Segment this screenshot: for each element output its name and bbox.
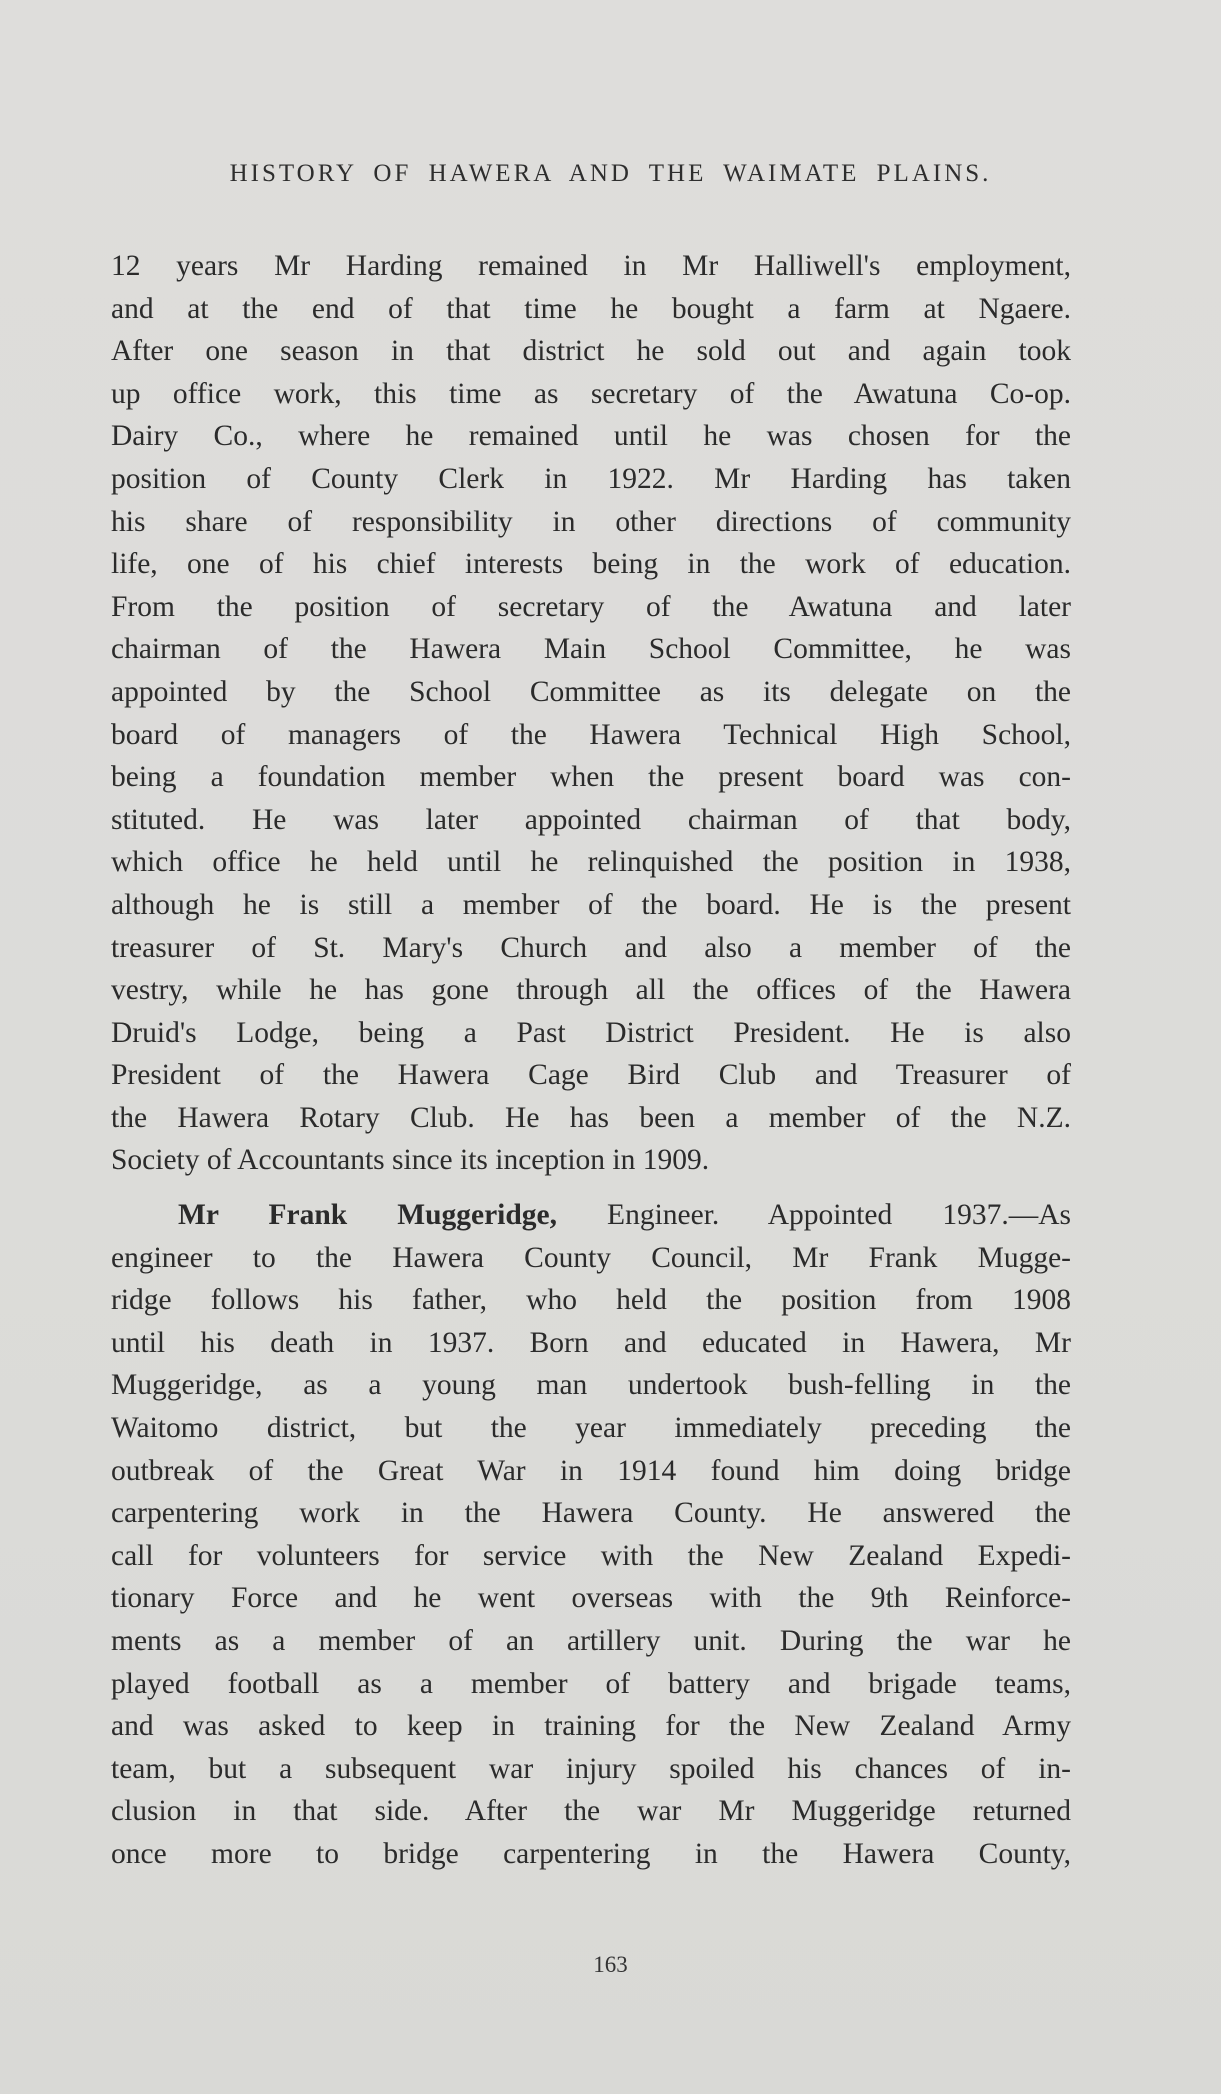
text-line: Druid's Lodge, being a Past District President. He is also [111, 1016, 1071, 1049]
text-line: Dairy Co., where he remained until he was chosen for the [111, 420, 1071, 453]
text-line: the Hawera Rotary Club. He has been a member of the N.Z. [111, 1101, 1071, 1134]
text-line: board of managers of the Hawera Technical High School, [111, 718, 1071, 751]
text-line: chairman of the Hawera Main School Committee, he was [111, 633, 1071, 666]
text-line: team, but a subsequent war injury spoiled his chances of in- [111, 1752, 1071, 1785]
text-line: once more to bridge carpentering in the Hawera County, [111, 1837, 1071, 1870]
text-line: carpentering work in the Hawera County. He answered the [111, 1497, 1071, 1530]
text-line: appointed by the School Committee as its delegate on the [111, 675, 1071, 708]
text-line: played football as a member of battery and brigade teams, [111, 1667, 1071, 1700]
text-line: President of the Hawera Cage Bird Club and Treasurer of [111, 1059, 1071, 1092]
text-line: treasurer of St. Mary's Church and also a member of the [111, 931, 1071, 964]
paragraph-muggeridge [111, 1194, 1071, 1876]
text-line: From the position of secretary of the Awatuna and later [111, 590, 1071, 623]
text-line-lead [111, 1194, 1071, 1237]
text-line: ments as a member of an artillery unit. During the war he [111, 1625, 1071, 1657]
text-line: being a foundation member when the present board was con- [111, 761, 1071, 794]
text-line: Society of Accountants since its inception in 1909. [111, 1144, 710, 1177]
text-line: up office work, this time as secretary of the Awatuna Co-op. [111, 377, 1071, 410]
text-line: his share of responsibility in other directions of community [111, 505, 1071, 538]
text-line: tionary Force and he went overseas with the 9th Reinforce- [111, 1582, 1071, 1615]
text-line: Waitomo district, but the year immediately preceding the [111, 1412, 1071, 1445]
text-line: outbreak of the Great War in 1914 found him doing bridge [111, 1454, 1071, 1487]
paragraph-spacer [111, 1182, 1071, 1194]
text-line: vestry, while he has gone through all the offices of the Hawera [111, 974, 1071, 1007]
text-line: although he is still a member of the board. He is the present [111, 888, 1071, 921]
text-line: call for volunteers for service with the New Zealand Expedi- [111, 1539, 1071, 1572]
text-line: until his death in 1937. Born and educated in Hawera, Mr [111, 1326, 1071, 1359]
text-line: stituted. He was later appointed chairman of that body, [111, 803, 1071, 836]
text-line: position of County Clerk in 1922. Mr Harding has taken [111, 462, 1071, 495]
body-text [111, 245, 1071, 1876]
text-line: 12 years Mr Harding remained in Mr Halliwell's employment, [111, 250, 1071, 282]
text-line: and was asked to keep in training for the New Zealand Army [111, 1710, 1071, 1743]
text-line: engineer to the Hawera County Council, Mr Frank Mugge- [111, 1241, 1071, 1274]
person-name: Mr Frank Muggeridge, [178, 1199, 557, 1232]
lead-text: Engineer. Appointed 1937.—As [556, 1199, 1071, 1232]
paragraph-harding [111, 245, 1071, 1182]
text-line: and at the end of that time he bought a farm at Ngaere. [111, 292, 1071, 325]
text-line: Muggeridge, as a young man undertook bush-felling in the [111, 1369, 1071, 1402]
text-line: clusion in that side. After the war Mr Muggeridge returned [111, 1795, 1071, 1828]
text-line: ridge follows his father, who held the position from 1908 [111, 1284, 1071, 1317]
running-header: HISTORY OF HAWERA AND THE WAIMATE PLAINS. [229, 160, 992, 187]
page-number: 163 [593, 1952, 628, 1977]
text-line: After one season in that district he sold out and again took [111, 335, 1071, 368]
text-line: which office he held until he relinquished the position in 1938, [111, 846, 1071, 879]
text-line: life, one of his chief interests being in the work of education. [111, 548, 1071, 581]
